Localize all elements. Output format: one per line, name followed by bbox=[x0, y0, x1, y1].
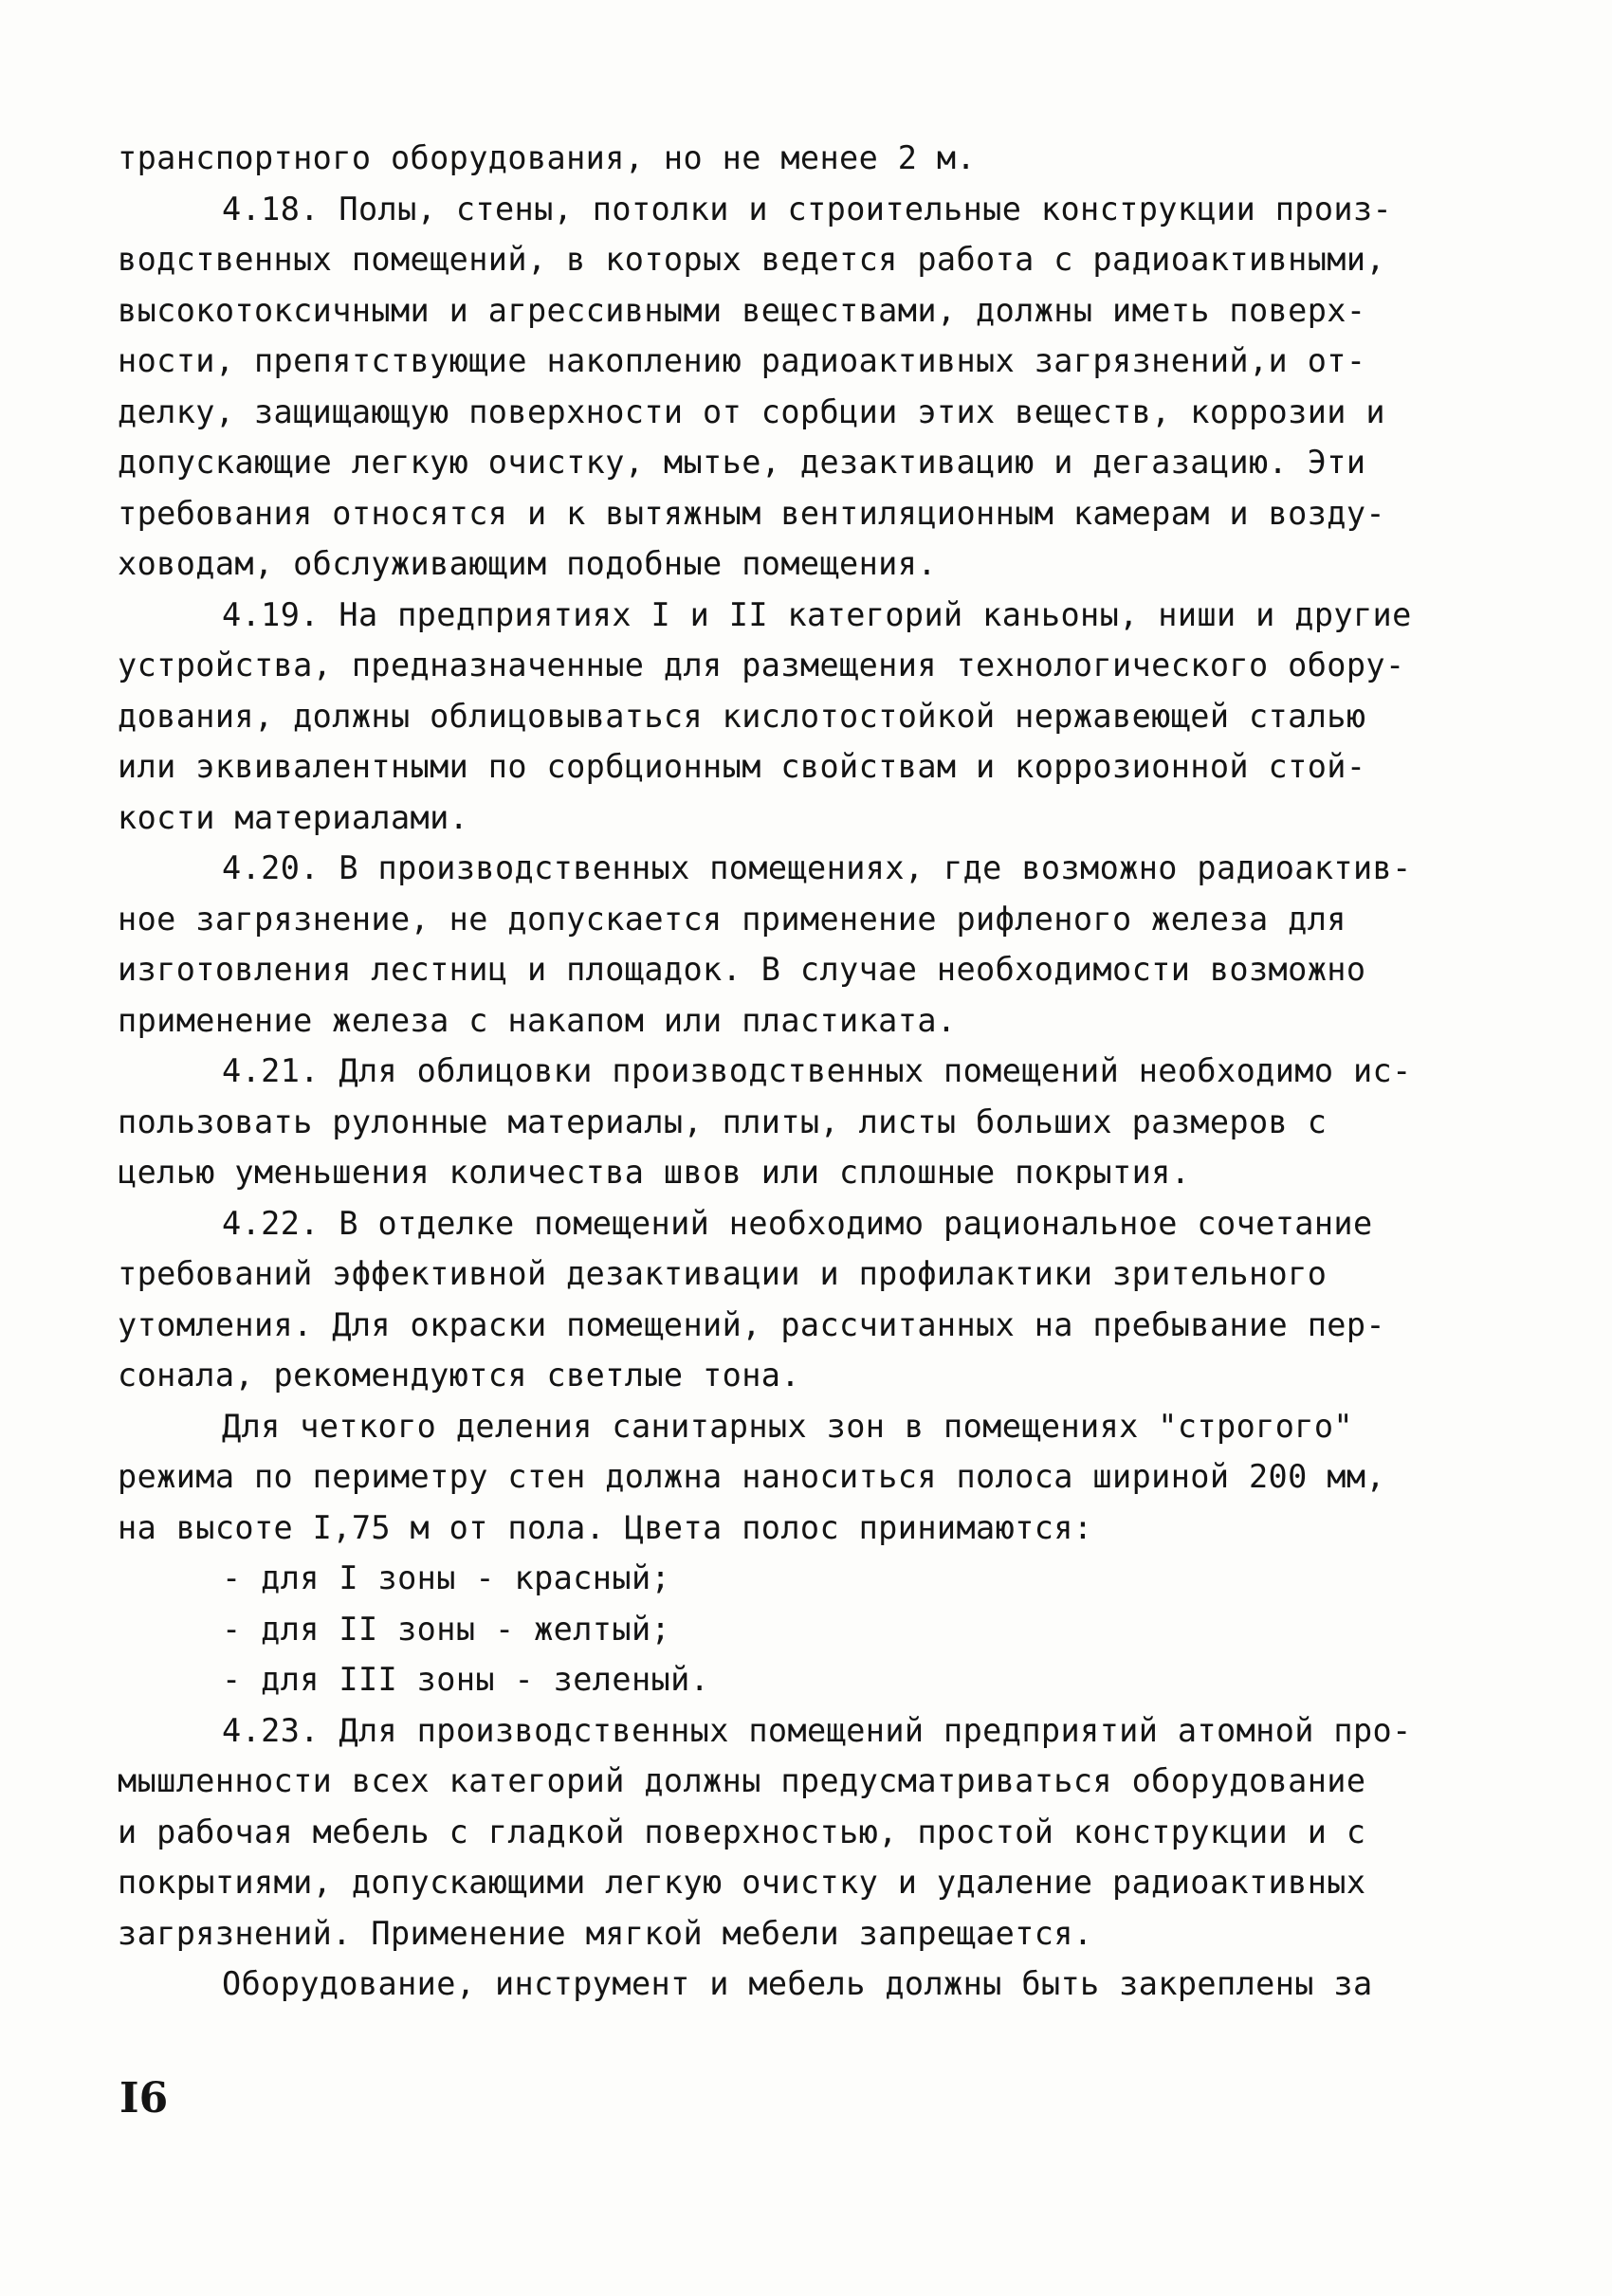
text-line: водственных помещений, в которых ведется работа с радиоактивными, bbox=[118, 241, 1385, 278]
text-line: 4.18. Полы, стены, потолки и строительные конструкции произ- bbox=[222, 190, 1393, 228]
text-line: пользовать рулонные материалы, плиты, листы больших размеров с bbox=[118, 1102, 1328, 1140]
text-line: транспортного оборудования, но не менее 2 м. bbox=[118, 139, 977, 176]
text-line: загрязнений. Применение мягкой мебели запрещается. bbox=[118, 1914, 1093, 1952]
text-line: Оборудование, инструмент и мебель должны быть закреплены за bbox=[222, 1965, 1373, 2002]
text-line: - для II зоны - желтый; bbox=[222, 1610, 671, 1648]
text-line: 4.21. Для облицовки производственных помещений необходимо ис- bbox=[222, 1052, 1412, 1089]
text-line: или эквивалентными по сорбционным свойствам и коррозионной стой- bbox=[118, 748, 1366, 785]
text-line: допускающие легкую очистку, мытье, дезактивацию и дегазацию. Эти bbox=[118, 444, 1366, 481]
text-line: утомления. Для окраски помещений, рассчитанных на пребывание пер- bbox=[118, 1305, 1385, 1343]
body-text bbox=[118, 133, 1483, 2010]
text-line: покрытиями, допускающими легкую очистку и удаление радиоактивных bbox=[118, 1864, 1366, 1901]
text-line: целью уменьшения количества швов или сплошные покрытия. bbox=[118, 1154, 1191, 1191]
text-line: сонала, рекомендуются светлые тона. bbox=[118, 1357, 800, 1394]
text-line: кости материалами. bbox=[118, 798, 469, 836]
text-line: Для четкого деления санитарных зон в помещениях "строгого" bbox=[222, 1407, 1353, 1445]
text-line: ности, препятствующие накоплению радиоактивных загрязнений,и от- bbox=[118, 342, 1366, 379]
text-line: высокотоксичными и агрессивными веществами, должны иметь поверх- bbox=[118, 291, 1366, 329]
text-line: дования, должны облицовываться кислотостойкой нержавеющей сталью bbox=[118, 697, 1366, 735]
text-line: и рабочая мебель с гладкой поверхностью, простой конструкции и с bbox=[118, 1813, 1366, 1850]
text-line: применение железа с накапом или пластиката. bbox=[118, 1001, 957, 1039]
text-line: требований эффективной дезактивации и профилактики зрительного bbox=[118, 1255, 1328, 1292]
page-number: I6 bbox=[119, 2074, 169, 2123]
text-line: на высоте I,75 м от пола. Цвета полос принимаются: bbox=[118, 1508, 1093, 1546]
text-line: делку, защищающую поверхности от сорбции этих веществ, коррозии и bbox=[118, 392, 1385, 430]
text-line: мышленности всех категорий должны предусматриваться оборудование bbox=[118, 1762, 1366, 1799]
text-line: - для I зоны - красный; bbox=[222, 1559, 671, 1596]
text-line: режима по периметру стен должна наноситься полоса шириной 200 мм, bbox=[118, 1458, 1385, 1495]
text-line: устройства, предназначенные для размещения технологического обору- bbox=[118, 647, 1405, 683]
text-line: 4.19. На предприятиях I и II категорий каньоны, ниши и другие bbox=[222, 595, 1412, 633]
text-line: 4.22. В отделке помещений необходимо рациональное сочетание bbox=[222, 1204, 1373, 1242]
text-line: изготовления лестниц и площадок. В случае необходимости возможно bbox=[118, 951, 1366, 988]
text-line: 4.20. В производственных помещениях, где возможно радиоактив- bbox=[222, 849, 1412, 886]
text-line: ховодам, обслуживающим подобные помещения. bbox=[118, 545, 937, 582]
text-line: ное загрязнение, не допускается применение рифленого железа для bbox=[118, 900, 1346, 938]
text-line: 4.23. Для производственных помещений предприятий атомной про- bbox=[222, 1711, 1412, 1749]
text-line: требования относятся и к вытяжным вентиляционным камерам и возду- bbox=[118, 494, 1385, 532]
text-line: - для III зоны - зеленый. bbox=[222, 1661, 710, 1698]
